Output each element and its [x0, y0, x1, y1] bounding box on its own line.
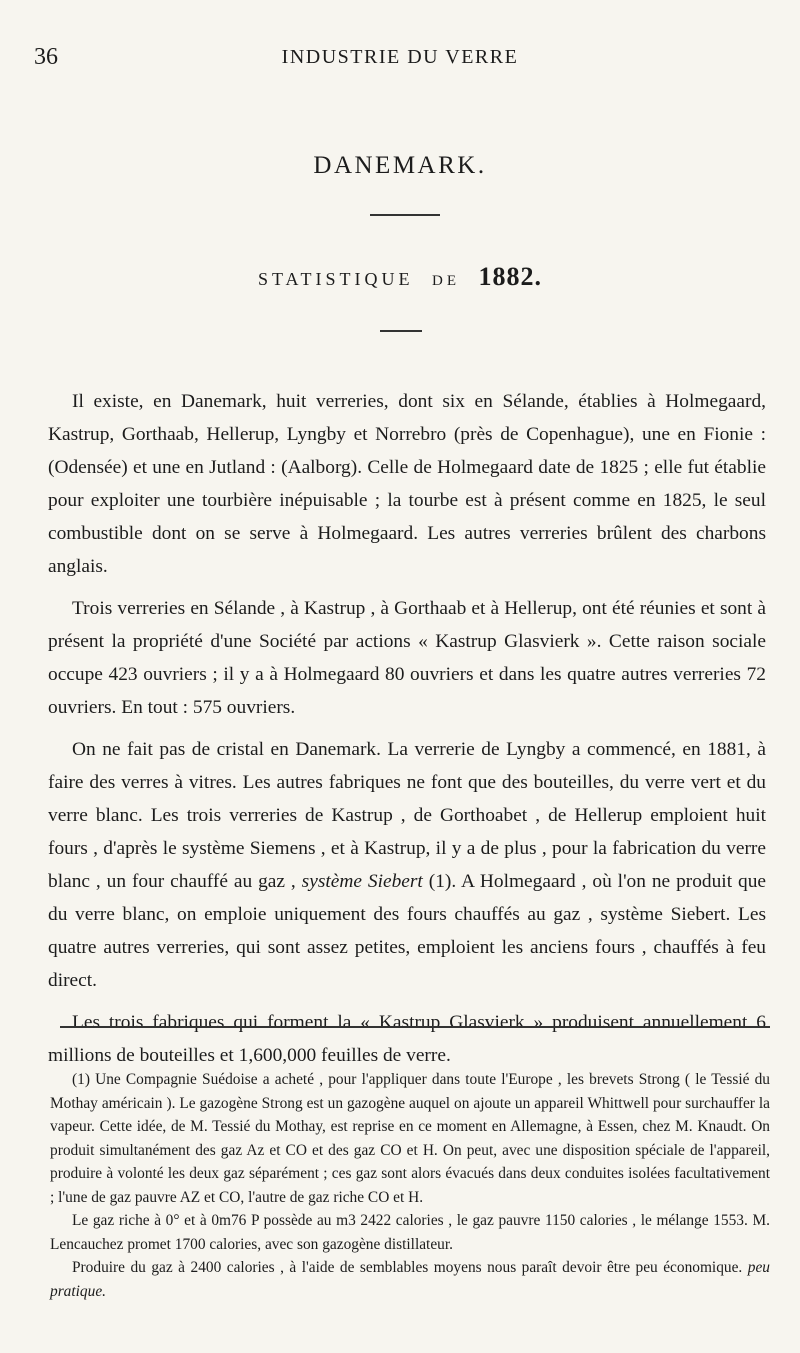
statistics-de: DE — [432, 273, 461, 289]
footnote-2: Le gaz riche à 0° et à 0m76 P possède au m3 2422 calories , le gaz pauvre 1150 calories , le mélange 1553. M. Lencauchez promet 1700 calories, avec son gazogène distillateur. — [50, 1212, 770, 1253]
subheading-rule — [380, 330, 422, 332]
paragraph-3 — [48, 733, 766, 997]
body-text — [48, 385, 766, 1081]
footnote-rule — [60, 1026, 770, 1028]
footnote-3 — [50, 1256, 770, 1303]
footnotes — [50, 1068, 770, 1303]
paragraph-2: Trois verreries en Sélande , à Kastrup , à Gorthaab et à Hellerup, ont été réunies et sont à présent la propriété d'une Société par actions « Kastrup Glasvierk ». Cette raison sociale occupe 423 ouvriers ; il y a à Holmegaard 80 ouvriers et dans les quatre autres verreries 72 ouvriers. En tout : 575 ouvriers. — [48, 598, 766, 718]
footnote-1: (1) Une Compagnie Suédoise a acheté , pour l'appliquer dans toute l'Europe , les brevets Strong ( le Tessié du Mothay américain ). Le gazogène Strong est un gazogène auquel on ajoute un appareil Whittwell pour surchauffer la vapeur. Cette idée, de M. Tessié du Mothay, est reprise en ce moment en Allemagne, à Essen, chez M. Knaudt. On produit simultanément des gaz Az et CO et des gaz CO et H. On peut, avec une disposition spéciale de l'appareil, produire à volonté les deux gaz séparément ; ces gaz sont alors évacués dans deux conduites isolées facultativement ; l'une de gaz pauvre AZ et CO, l'autre de gaz riche CO et H. — [50, 1071, 770, 1206]
section-heading: DANEMARK. — [313, 152, 487, 179]
paragraph-3-part-1: On ne fait pas de cristal en Danemark. La verrerie de Lyngby a commencé, en 1881, à faire des verres à vitres. Les autres fabriques ne font que des bouteilles, du verre vert et du verre blanc. Les trois verreries de Kastrup , de Gorthoabet , de Hellerup emploient huit fours , d'après le système Siemens , et à Kastrup, il y a de plus , pour la fabrication du verre blanc , un four chauffé au gaz , — [48, 739, 766, 892]
statistics-year: 1882. — [478, 262, 543, 291]
paragraph-3-italic: système Siebert — [301, 871, 423, 892]
footnote-3-italic: peu pratique. — [50, 1259, 770, 1300]
paragraph-1: Il existe, en Danemark, huit verreries, dont six en Sélande, établies à Holmegaard, Kastrup, Gorthaab, Hellerup, Lyngby et Norrebro (près de Copenhague), une en Fionie : (Odensée) et une en Jutland : (Aalborg). Celle de Holmegaard date de 1825 ; elle fut établie pour exploiter une tourbière inépuisable ; la tourbe est à présent comme en 1825, le seul combustible dont on se serve à Holmegaard. Les autres verreries brûlent des charbons anglais. — [48, 391, 766, 577]
footnote-3-text: Produire du gaz à 2400 calories , à l'aide de semblables moyens nous paraît devoir être peu économique. — [72, 1259, 743, 1276]
paragraph-4: Les trois fabriques qui forment la « Kastrup Glasvierk » produisent annuellement 6 millions de bouteilles et 1,600,000 feuilles de verre. — [48, 1012, 766, 1066]
statistics-label: STATISTIQUE — [257, 269, 414, 289]
page-number: 36 — [34, 44, 58, 70]
running-title: INDUSTRIE DU VERRE — [281, 46, 519, 68]
paragraph-3-part-2: (1). A Holmegaard , où l'on ne produit que du verre blanc, on emploie uniquement des fours chauffés au gaz , système Siebert. Les quatre autres verreries, qui sont assez petites, emploient les anciens fours , chauffés à feu direct. — [48, 871, 766, 991]
heading-rule — [370, 214, 440, 216]
statistics-heading — [0, 262, 800, 292]
running-header — [0, 40, 800, 70]
